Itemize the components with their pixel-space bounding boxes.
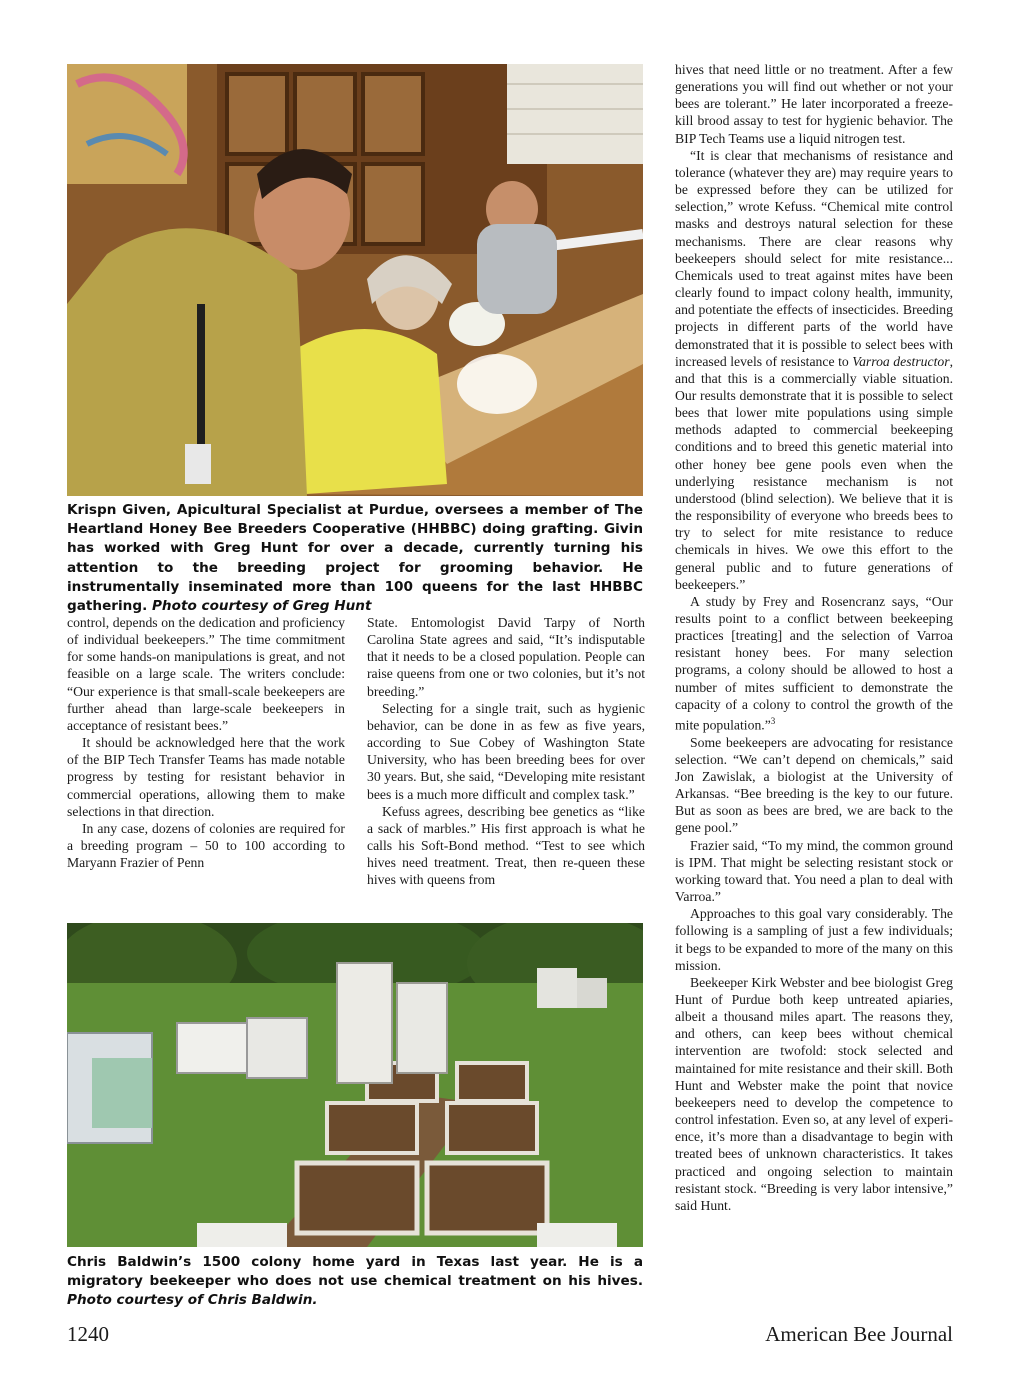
right-paragraph-7: Beekeeper Kirk Webster and bee biologist Greg Hunt of Purdue both keep untreated apiaries, albeit a thousand miles apart. The reasons they, and others, can keep bees without chemical intervention are twofold: stock selected and maintained for mite resistance and their skill. Both Hunt and Webster make the point that novice beekeepers need to develop the competence to control infestation. Even so, at any level of experience, it’s more than a disadvantage to begin with treated bees of unknown characteristics. It takes practiced and ongoing selection to maintain resistant stock. “Breeding is very labor intensive,” said Hunt. bbox=[675, 974, 953, 1213]
bottom-caption-text: Chris Baldwin’s 1500 colony home yard in Texas last year. He is a migratory beekeeper who does not use chemical treatment on his hives. bbox=[67, 1254, 643, 1290]
journal-name: American Bee Journal bbox=[765, 1322, 953, 1346]
right-paragraph-3 bbox=[675, 593, 953, 734]
footnote-marker: 3 bbox=[770, 715, 776, 726]
right-paragraph-2 bbox=[675, 147, 953, 593]
right-paragraph-2b: , and that this is a commercially viable situation. Our results demonstrate that it is possible to select bees that lower mite populations using simple methods adapted to commercial beekeeping conditions and to breed this genetic material into other honey bee gene pools even when the underlying resistance mechanism is not understood (blind selection). We believe that it is the responsibility of everyone who breeds bees to try to select for mite resistance to reduce chemicals in hives. We owe this effort to the general public and to future generations of beekeepers.” bbox=[675, 353, 953, 592]
middle-paragraph-3: Kefuss agrees, describing bee genetics as “like a sack of marbles.” His first approach is what he calls his Soft-Bond method. “Test to see which hives need treatment. Treat, then re-queen these hives with queens from bbox=[367, 803, 645, 888]
right-paragraph-6: Approaches to this goal vary considerably. The following is a sampling of just a few individuals; it begs to be expanded to more of the many on this mission. bbox=[675, 906, 953, 973]
varroa-species-name: Varroa destructor bbox=[852, 353, 950, 369]
right-paragraph-2a: “It is clear that mechanisms of resistance and tolerance (whatever they are) may require years to be expressed before they can be utilized for selection,” wrote Kefuss. “Chemical mite control masks and destroys natural selection for these mechanisms. There are clear reasons why beekeepers should select for mite resistance... Chemicals used to treat against mites have been clearly found to impact colony health, immunity, and potentiate the effects of insecticides. Breeding projects in different parts of the world have demonstrated that it is possible to select bees with increased levels of resistance to bbox=[675, 147, 953, 369]
left-paragraph-2: It should be acknowledged here that the work of the BIP Tech Transfer Teams has made notable progress by testing for resistant behavior in commercial operations, allowing them to make selections in that direction. bbox=[67, 735, 345, 819]
bee-yard-photo bbox=[67, 923, 643, 1247]
right-paragraph-4: Some beekeepers are advocating for resistance selection. “We can’t depend on chemicals,” said Jon Zawislak, a biologist at the University of Arkansas. “Bee breeding is the key to our future. But as soon as bees are bred, we are back to the gene pool.” bbox=[675, 734, 953, 836]
middle-paragraph-2: Selecting for a single trait, such as hygienic behavior, can be done in as few as five years, according to Sue Cobey of Washington State University, who has been breeding bees for over 30 years. But, she said, “Developing mite resistant bees is a much more difficult and complex task.” bbox=[367, 700, 645, 802]
top-caption-credit: Photo courtesy of Greg Hunt bbox=[151, 598, 372, 615]
bottom-photo-caption bbox=[67, 1253, 643, 1311]
middle-paragraph-1: State. Entomologist David Tarpy of North Carolina State agrees and said, “It’s indisputable that it needs to be a closed population. People can raise queens from one or two colonies, but it’s not breeding.” bbox=[367, 615, 645, 699]
left-paragraph-3: In any case, dozens of colonies are required for a breeding program – 50 to 100 according to Maryann Frazier of Penn bbox=[67, 820, 345, 871]
page-number: 1240 bbox=[67, 1322, 109, 1346]
top-caption-text: Krispn Given, Apicultural Specialist at Purdue, oversees a member of The Heartland Honey Bee Breeders Cooperative (HHBBC) doing grafting. Givin has worked with Greg Hunt for over a decade, currently turning his attention to the breeding project for grooming behavior. He instrumentally inseminated more than 100 queens for the last HHBBC gathering. bbox=[67, 502, 643, 615]
left-text-column bbox=[67, 614, 345, 871]
top-photo-caption bbox=[67, 501, 643, 616]
lab-grafting-photo bbox=[67, 64, 643, 496]
bottom-caption-credit: Photo courtesy of Chris Baldwin. bbox=[67, 1292, 318, 1309]
right-text-column bbox=[675, 61, 953, 1214]
right-paragraph-5: Frazier said, “To my mind, the common ground is IPM. That might be selecting resistant stock or working toward that. You need a plan to deal with Varroa.” bbox=[675, 837, 953, 905]
right-paragraph-1: hives that need little or no treatment. After a few generations you will find out whether or not your bees are tolerant.” He later incorporated a freeze-kill brood assay to test for hygienic behavior. The BIP Tech Teams use a liquid nitrogen test. bbox=[675, 62, 953, 146]
middle-text-column bbox=[367, 614, 645, 889]
left-paragraph-1: control, depends on the dedication and proficiency of individual beekeepers.” The time commitment for some hands-on manipulations is great, and not feasible on a large scale. The writers conclude: “Our experience is that small-scale beekeepers are further ahead than large-scale beekeepers in acceptance of resistant bees.” bbox=[67, 615, 345, 733]
right-paragraph-3-text: A study by Frey and Rosencranz says, “Our results point to a conflict between beekeeping practices [treating] and the selection of Varroa resistant honey bees. For many selection programs, a colony should be allowed to host a number of mites sufficient to demonstrate the capacity of a colony to control the growth of the mite population.” bbox=[675, 593, 953, 733]
